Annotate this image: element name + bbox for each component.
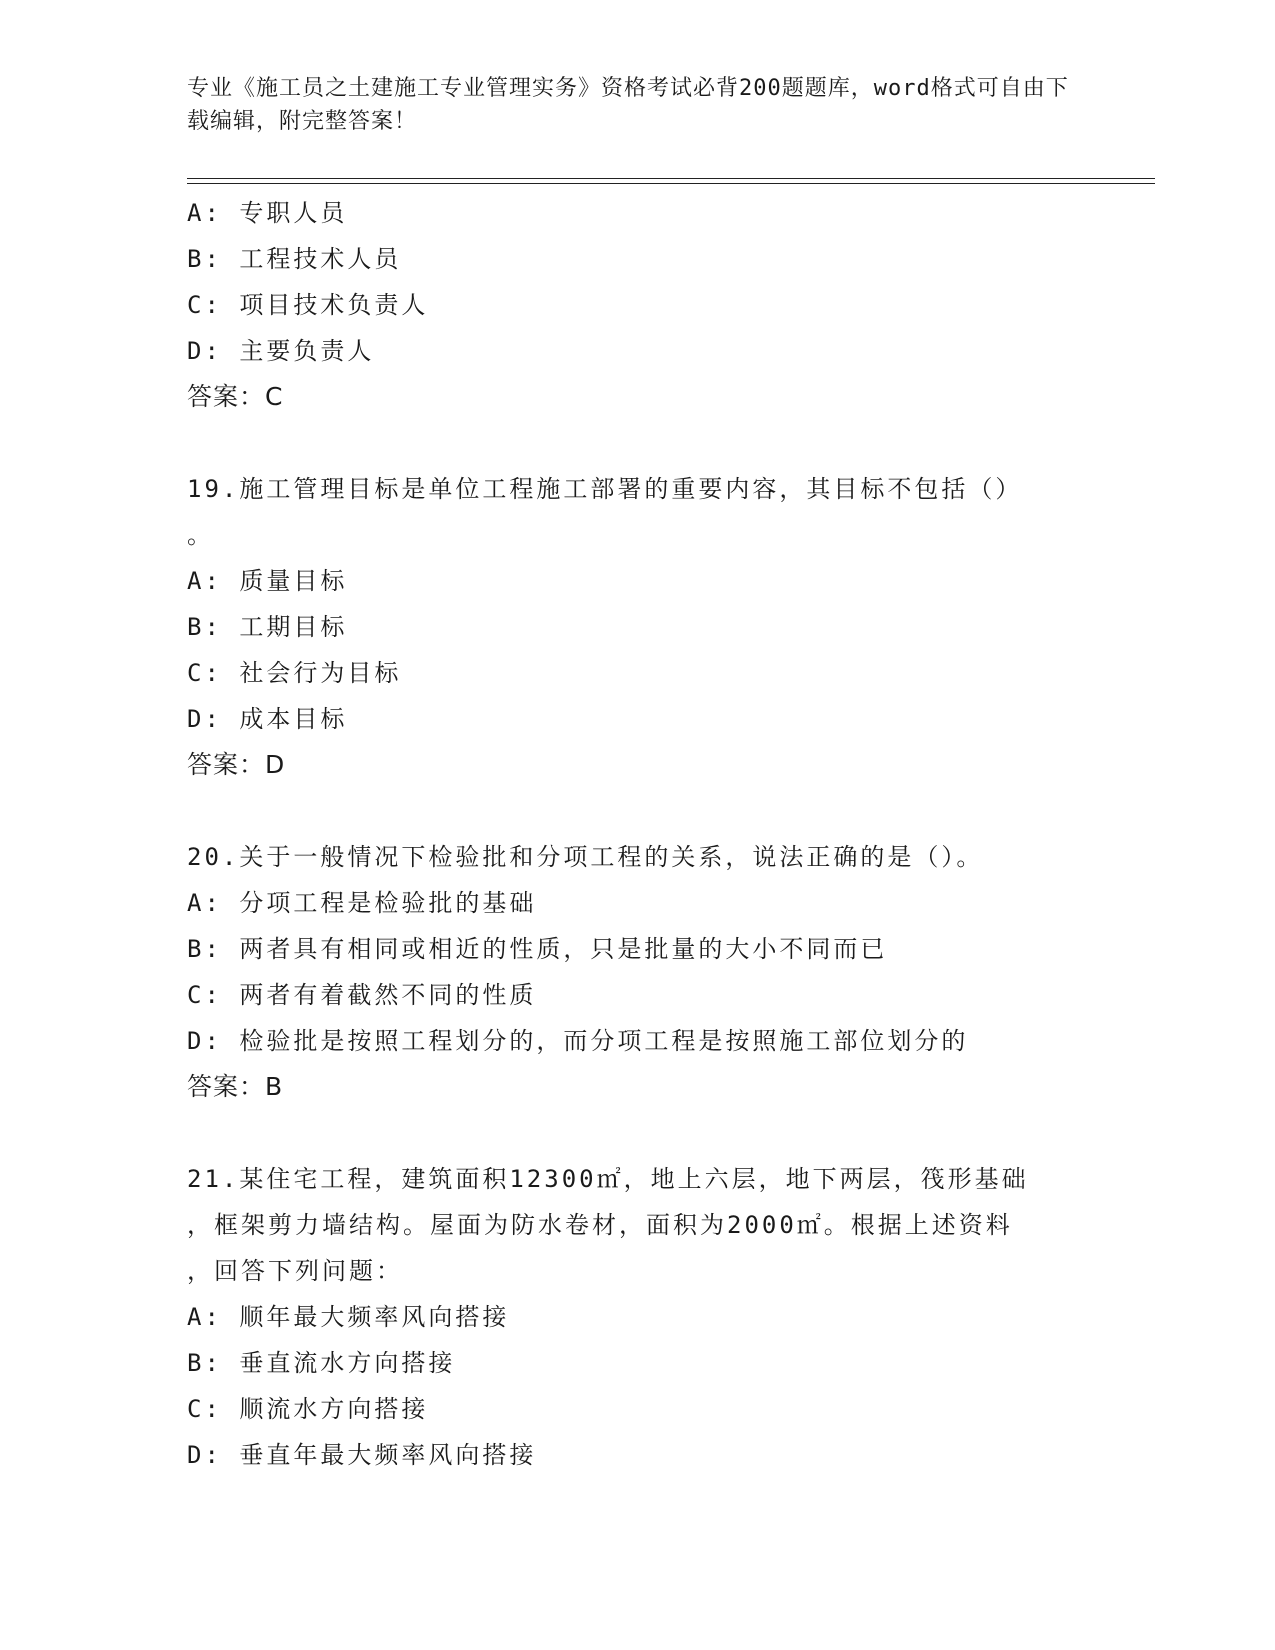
question-list xyxy=(187,190,1067,1478)
question-stem: 21.某住宅工程，建筑面积12300㎡，地上六层，地下两层，筏形基础 ，框架剪力墙结构。屋面为防水卷材，面积为2000㎡。根据上述资料 ，回答下列问题： xyxy=(187,1165,1029,1285)
spacer xyxy=(187,788,1067,834)
option-a: A: 质量目标 xyxy=(187,567,348,595)
header-rule-bottom xyxy=(187,183,1155,184)
question-block-20 xyxy=(187,834,1067,1110)
document-header: 专业《施工员之土建施工专业管理实务》资格考试必背200题题库，word格式可自由下载编辑，附完整答案！ xyxy=(187,76,1069,134)
answer-label: 答案：C xyxy=(187,382,284,411)
option-c: C: 项目技术负责人 xyxy=(187,291,429,319)
question-stem: 19.施工管理目标是单位工程施工部署的重要内容，其目标不包括（） 。 xyxy=(187,475,1023,549)
option-c: C: 顺流水方向搭接 xyxy=(187,1395,429,1423)
option-c: C: 社会行为目标 xyxy=(187,659,402,687)
answer-label: 答案：D xyxy=(187,750,286,779)
spacer xyxy=(187,1110,1067,1156)
answer-label: 答案：B xyxy=(187,1072,284,1101)
option-d: D: 检验批是按照工程划分的，而分项工程是按照施工部位划分的 xyxy=(187,1027,969,1055)
option-b: B: 工期目标 xyxy=(187,613,348,641)
option-d: D: 成本目标 xyxy=(187,705,348,733)
option-b: B: 两者具有相同或相近的性质，只是批量的大小不同而已 xyxy=(187,935,888,963)
option-d: D: 主要负责人 xyxy=(187,337,375,365)
option-d: D: 垂直年最大频率风向搭接 xyxy=(187,1441,537,1469)
spacer xyxy=(187,420,1067,466)
option-a: A: 分项工程是检验批的基础 xyxy=(187,889,537,917)
question-stem: 20.关于一般情况下检验批和分项工程的关系，说法正确的是（）。 xyxy=(187,843,984,871)
option-a: A: 专职人员 xyxy=(187,199,348,227)
question-block-21 xyxy=(187,1156,1067,1478)
option-b: B: 工程技术人员 xyxy=(187,245,402,273)
question-block-19 xyxy=(187,466,1067,788)
header-rule-top xyxy=(187,178,1155,179)
option-b: B: 垂直流水方向搭接 xyxy=(187,1349,456,1377)
question-block-18 xyxy=(187,190,1067,420)
option-a: A: 顺年最大频率风向搭接 xyxy=(187,1303,510,1331)
option-c: C: 两者有着截然不同的性质 xyxy=(187,981,537,1009)
